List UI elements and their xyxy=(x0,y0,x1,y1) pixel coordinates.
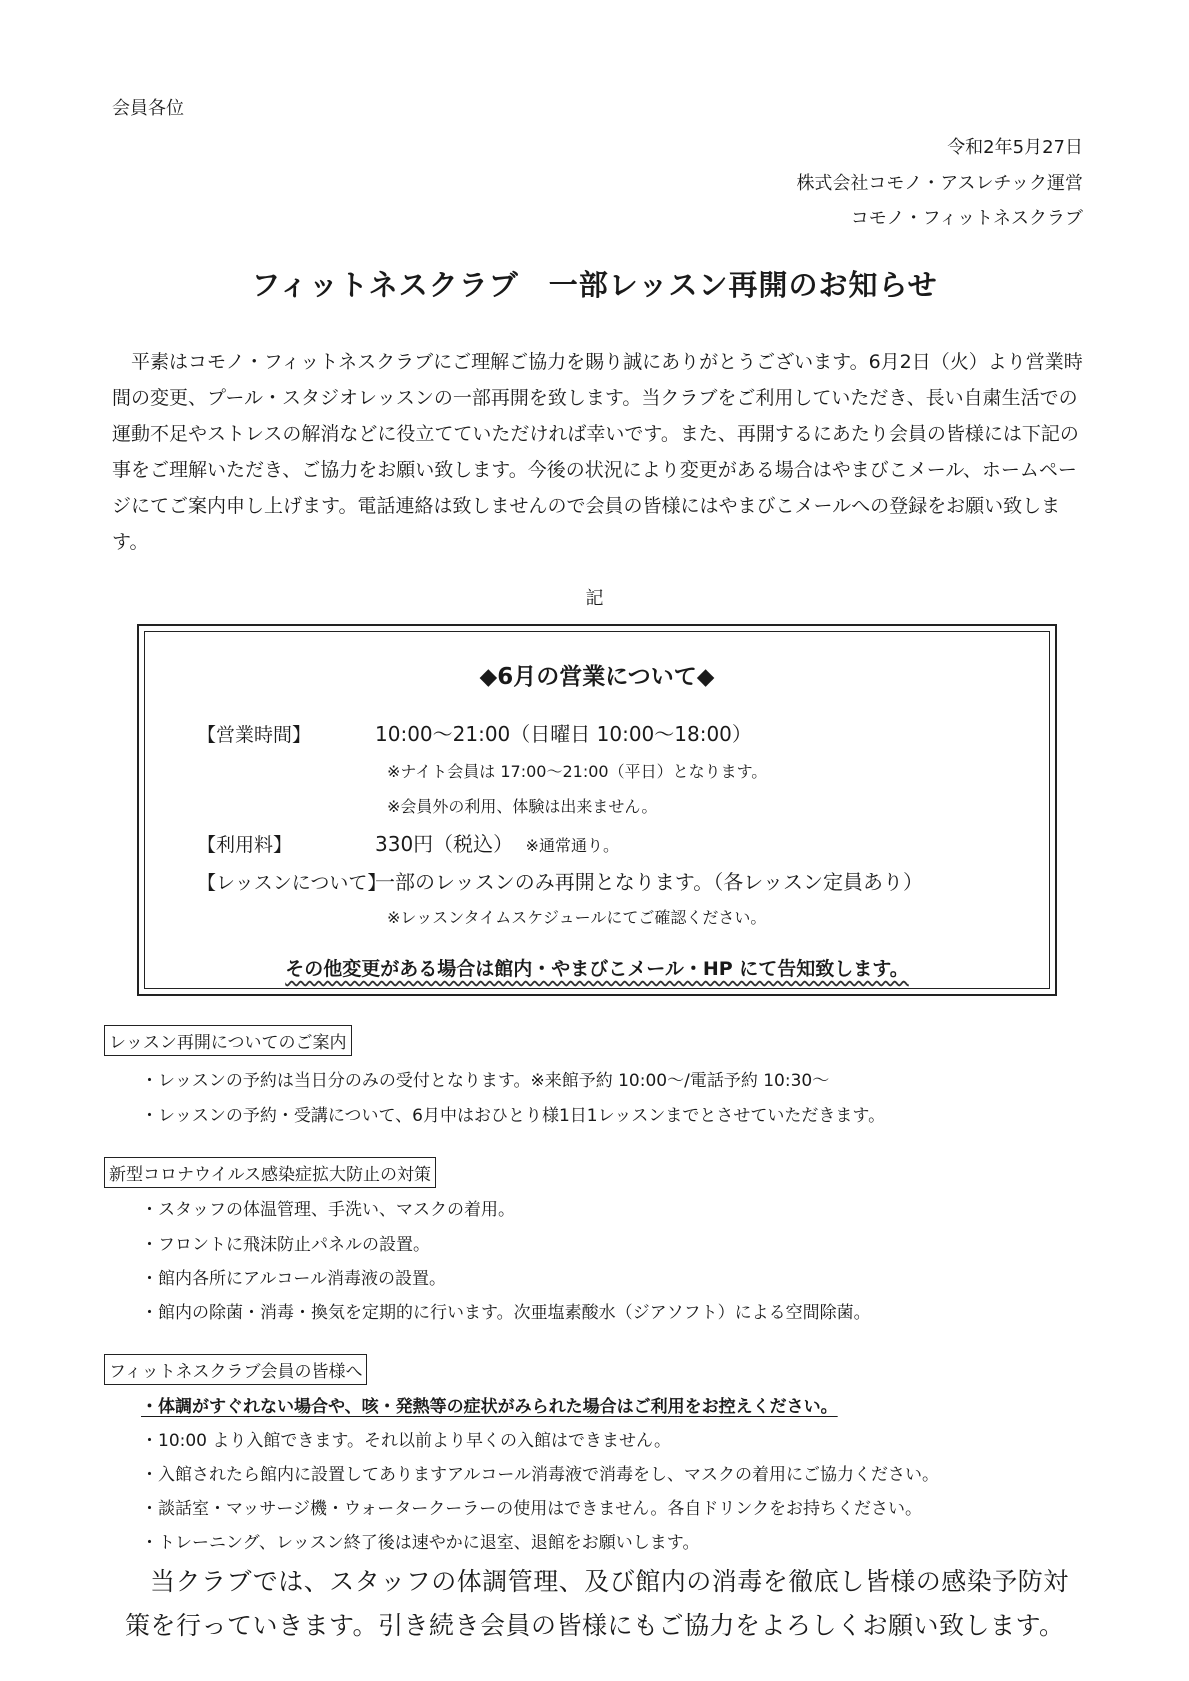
lesson-value: 一部のレッスンのみ再開となります。（各レッスン定員あり） xyxy=(375,870,923,894)
hours-note-night: ※ナイト会員は 17:00～21:00（平日）となります。 xyxy=(387,762,768,781)
box-footer xyxy=(145,954,1049,981)
intro-paragraph xyxy=(112,344,1087,560)
section-heading-corona-measures: 新型コロナウイルス感染症拡大防止の対策 xyxy=(104,1157,436,1188)
ki-marker: 記 xyxy=(585,588,604,609)
intro-text: 平素はコモノ・フィットネスクラブにご理解ご協力を賜り誠にありがとうございます。6月2日（火）より営業時間の変更、プール・スタジオレッスンの一部再開を致します。当クラブをご利用していただき、長い自粛生活での運動不足やストレスの解消などに役立てていただければ幸いです。また、再開するにあたり会員の皆様には下記の事をご理解いただき、ご協力をお願い致します。今後の状況により変更がある場合はやまびこメール、ホームページにてご案内申し上げます。電話連絡は致しませんので会員の皆様にはやまびこメールへの登録をお願い致します。 xyxy=(112,351,1083,553)
company-name: 株式会社コモノ・アスレチック運営 xyxy=(796,173,1083,194)
lesson-note: ※レッスンタイムスケジュールにてご確認ください。 xyxy=(387,908,767,927)
box-inner-frame xyxy=(144,631,1050,989)
list-item: ・談話室・マッサージ機・ウォータークーラーの使用はできません。各自ドリンクをお持ちください。 xyxy=(141,1499,922,1519)
issue-date: 令和2年5月27日 xyxy=(947,137,1083,158)
june-business-box xyxy=(137,624,1057,996)
fee-value-row xyxy=(375,828,619,857)
list-item: ・10:00 より入館できます。それ以前より早くの入館はできません。 xyxy=(141,1431,672,1451)
hours-value: 10:00～21:00（日曜日 10:00～18:00） xyxy=(375,722,752,746)
club-name: コモノ・フィットネスクラブ xyxy=(850,208,1083,229)
addressee: 会員各位 xyxy=(112,98,184,119)
closing-text: 当クラブでは、スタッフの体調管理、及び館内の消毒を徹底し皆様の感染予防対策を行っていきます。引き続き会員の皆様にもご協力をよろしくお願い致します。 xyxy=(125,1567,1069,1640)
list-item-emphasis-text: ・体調がすぐれない場合や、咳・発熱等の症状がみられた場合はご利用をお控えください。 xyxy=(141,1397,838,1417)
lesson-label: 【レッスンについて】 xyxy=(197,872,387,894)
box-footer-text: その他変更がある場合は館内・やまびこメール・HP にて告知致します。 xyxy=(285,958,909,980)
hours-note-nonmember: ※会員外の利用、体験は出来ません。 xyxy=(387,797,658,816)
fee-value: 330円（税込） xyxy=(375,832,514,856)
section-heading-to-members: フィットネスクラブ会員の皆様へ xyxy=(104,1354,367,1385)
list-item: ・トレーニング、レッスン終了後は速やかに退室、退館をお願いします。 xyxy=(141,1533,700,1553)
list-item-emphasis xyxy=(141,1392,838,1417)
list-item: ・入館されたら館内に設置してありますアルコール消毒液で消毒をし、マスクの着用にご協力ください。 xyxy=(141,1465,939,1485)
list-item: ・館内の除菌・消毒・換気を定期的に行います。次亜塩素酸水（ジアソフト）による空間除菌。 xyxy=(141,1303,871,1323)
list-item: ・スタッフの体温管理、手洗い、マスクの着用。 xyxy=(141,1200,515,1220)
fee-note: ※通常通り。 xyxy=(525,836,619,855)
box-heading: ◆6月の営業について◆ xyxy=(479,664,715,690)
fee-label: 【利用料】 xyxy=(197,834,293,856)
section-heading-lesson-guide: レッスン再開についてのご案内 xyxy=(104,1025,352,1056)
hours-label: 【営業時間】 xyxy=(197,724,312,746)
closing-paragraph xyxy=(125,1560,1085,1648)
list-item: ・館内各所にアルコール消毒液の設置。 xyxy=(141,1269,446,1289)
list-item: ・フロントに飛沫防止パネルの設置。 xyxy=(141,1235,430,1255)
notice-title: フィットネスクラブ 一部レッスン再開のお知らせ xyxy=(251,268,938,302)
list-item: ・レッスンの予約・受講について、6月中はおひとり様1日1レッスンまでとさせていただきます。 xyxy=(141,1106,886,1126)
list-item: ・レッスンの予約は当日分のみの受付となります。※来館予約 10:00～/電話予約 10:30～ xyxy=(141,1071,830,1091)
